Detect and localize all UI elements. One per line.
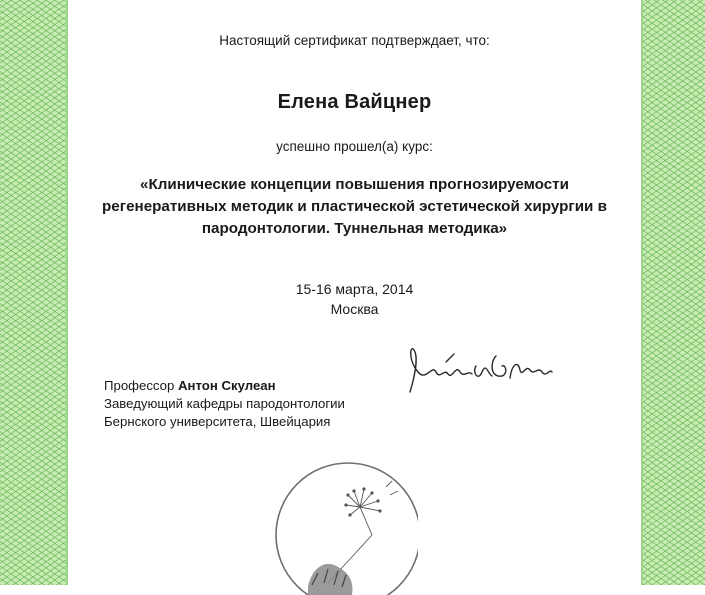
signatory-block xyxy=(104,377,345,431)
signatory-title: Профессор xyxy=(104,378,175,393)
course-title-line-1: «Клинические концепции повышения прогнозируемости xyxy=(140,176,569,193)
course-title xyxy=(68,174,641,240)
recipient-name: Елена Вайцнер xyxy=(277,91,432,113)
signatory-position-1: Заведующий кафедры пародонтологии xyxy=(104,396,345,411)
event-city: Москва xyxy=(330,301,379,317)
certificate-body xyxy=(68,0,641,585)
decorative-border-right xyxy=(641,0,705,585)
course-title-line-2: регенеративных методик и пластической эстетической хирургии в xyxy=(102,198,607,215)
signatory-position-2: Бернского университета, Швейцария xyxy=(104,414,331,429)
event-date-location xyxy=(68,279,641,319)
decorative-border-left xyxy=(0,0,68,585)
event-dates: 15-16 марта, 2014 xyxy=(295,281,414,297)
signature-icon xyxy=(406,342,556,402)
course-title-line-3: пародонтологии. Туннельная методика» xyxy=(201,220,508,237)
dandelion-seal-icon xyxy=(268,455,418,595)
completed-text: успешно прошел(а) курс: xyxy=(276,139,433,154)
certificate-intro: Настоящий сертификат подтверждает, что: xyxy=(219,33,490,48)
signatory-name: Антон Скулеан xyxy=(178,378,276,393)
